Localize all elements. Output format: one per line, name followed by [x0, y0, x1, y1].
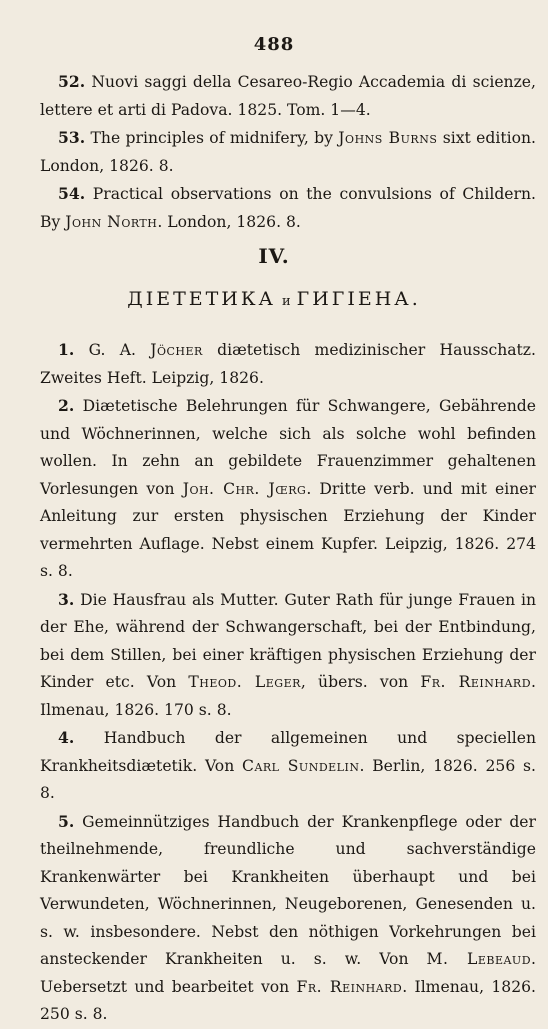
bibliography-entry [40, 124, 536, 180]
bibliography-entry [40, 392, 536, 586]
entry-text: Nuovi saggi della Cesareo-Regio Accademia di scienze, lettere et arti di Padova. 1825. Tom. 1—4. [40, 73, 536, 119]
bibliography-list [40, 336, 536, 1029]
bibliography-entry [40, 336, 536, 392]
entry-number: 54. [58, 184, 86, 203]
bibliography-entry [40, 724, 536, 808]
entry-text: The principles of midnifery, by [90, 129, 339, 147]
entry-number: 52. [58, 72, 86, 91]
author-name: Joh. Chr. Jœrg [182, 479, 307, 498]
bibliography-entry [40, 180, 536, 236]
section-title-part2: ГИГIЕНА. [296, 288, 421, 310]
page-number: 488 [253, 34, 295, 55]
entry-text: . Ilmenau, 1826. 170 s. 8. [40, 673, 536, 719]
entry-text: , übers. von [300, 673, 421, 691]
author-name: M. Lebeaud [426, 950, 532, 968]
author-name: Johns Burns [338, 129, 438, 147]
section-title-conjunction: и [281, 294, 291, 309]
entry-text: sixt edition. London, 1826. 8. [40, 129, 536, 175]
author-name: Jöcher [150, 341, 203, 359]
author-name: Theod. Leger [188, 673, 301, 691]
entry-text: Diætetische Belehrungen für Schwangere, Gebährende und Wöchnerinnen, welche sich als solche wohl befinden wollen. In zehn an gebildete Frauenzimmer gehaltenen Vorlesungen von [40, 397, 536, 498]
entry-number: 5. [58, 811, 75, 831]
translator-name: Fr. Reinhard [296, 977, 403, 996]
entry-text: diætetisch medizinischer Hausschatz. Zweites Heft. Leipzig, 1826. [40, 341, 536, 387]
section-title-part1: ДIЕТЕТИКА [127, 288, 276, 310]
bibliography-entry [40, 68, 536, 124]
author-name: John North [65, 212, 158, 231]
translator-name: Fr. Reinhard [420, 673, 532, 691]
entry-number: 53. [58, 128, 86, 147]
section-number: IV. [258, 244, 290, 268]
bibliography-entry [40, 808, 536, 1029]
entry-text: . Ilmenau, 1826. 250 s. 8. [40, 977, 536, 1023]
entry-number: 3. [58, 589, 75, 609]
entry-text: Die Hausfrau als Mutter. Guter Rath für junge Frauen in der Ehe, während der Schwangerschaft, bei der Entbindung, bei dem Stillen, bei einer kräftigen physischen Erziehung der Kinder etc. Von [40, 590, 536, 691]
entry-number: 1. [58, 340, 75, 359]
entry-text: G. A. [88, 341, 151, 359]
entry-text: Practical observations on the convulsions of Childern. By [40, 185, 536, 231]
section-heading [0, 288, 548, 310]
bibliography-list-continued [40, 68, 536, 236]
entry-text: Gemeinnütziges Handbuch der Krankenpflege oder der theilnehmende, freundliche und sachverständige Krankenwärter bei Krankheiten überhaupt und bei Verwundeten, Wöchnerinnen, Neugeborenen, Genesenden u. s. w. insbesondere. Nebst den nöthigen Vorkehrungen bei ansteckender Krankheiten u. s. w. Von [40, 812, 536, 968]
entry-number: 2. [58, 396, 75, 415]
entry-text: . Berlin, 1826. 256 s. 8. [40, 756, 537, 802]
entry-text: . Uebersetzt und bearbeitet von [40, 950, 536, 996]
entry-text: Handbuch der allgemeinen und speciellen Krankheitsdiætetik. Von [40, 729, 536, 775]
entry-number: 4. [58, 728, 75, 747]
entry-text: . Dritte verb. und mit einer Anleitung zur ersten physischen Erziehung der Kinder vermehrten Auflage. Nebst einem Kupfer. Leipzig, 1826. 274 s. 8. [40, 479, 536, 580]
author-name: Carl Sundelin [242, 756, 360, 775]
entry-text: . London, 1826. 8. [157, 212, 301, 231]
bibliography-entry [40, 586, 536, 725]
